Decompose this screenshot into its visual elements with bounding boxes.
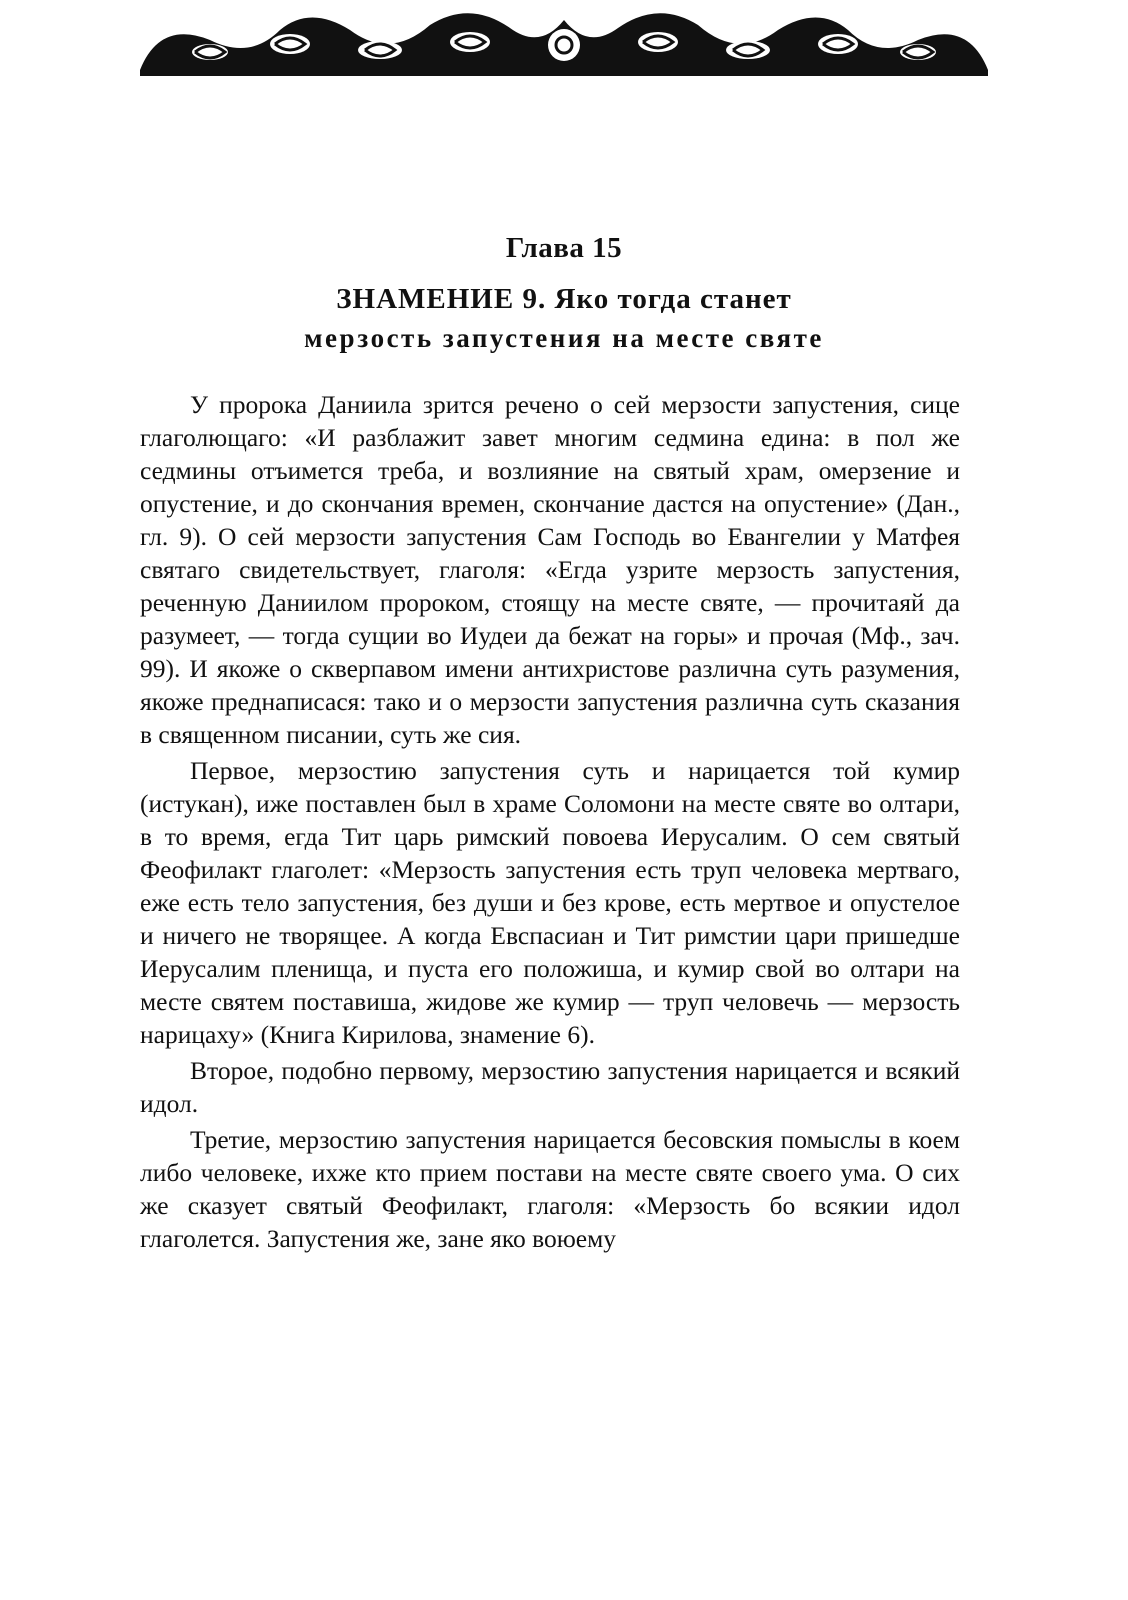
paragraph-4: Третие, мерзостию запустения нарицается бесовския помыслы в коем либо человеке, ихже кто прием постави на месте святе своего ума. О сих же сказует святый Феофилакт, глаголя: «Мерзость бо всякии идол глаголется. Запустения же, зане яко воюему xyxy=(140,1125,960,1253)
body-text xyxy=(140,388,960,1258)
section-title-line-1: ЗНАМЕНИЕ 9. Яко тогда станет xyxy=(336,283,792,315)
paragraph-2: Первое, мерзостию запустения суть и нарицается той кумир (истукан), иже поставлен был в храме Соломони на месте святе во олтари, в то время, егда Тит царь римский повоева Иерусалим. О сем святый Феофилакт глаголет: «Мерзость запустения есть труп человека мертваго, еже есть тело запустения, без души и без крове, есть мертвое и опустелое и ничего не творящее. А когда Евспасиан и Тит римстии цари пришедше Иерусалим пленища, и пуста его положиша, и кумир свой во олтари на месте святем поставиша, жидове же кумир — труп человечь — мерзость нарицаху» (Книга Кирилова, знамение 6). xyxy=(140,756,960,1049)
paragraph-1: У пророка Даниила зрится речено о сей мерзости запустения, сице глаголющаго: «И разблажит завет многим седмина едина: в пол же седмины отъимется треба, и возлияние на святый храм, омерзение и опустение, и до скончания времен, скончание дастся на опустение» (Дан., гл. 9). О сей мерзости запустения Сам Господь во Евангелии у Матфея святаго свидетельствует, глаголя: «Егда узрите мерзость запустения, реченную Даниилом пророком, стоящу на месте святе, — прочитаяй да разумеет, — тогда сущии во Иудеи да бежат на горы» и прочая (Мф., зач. 99). И якоже о скверпавом имени антихристове различна суть разумения, якоже преднаписася: тако и о мерзости запустения различна суть сказания в священном писании, суть же сия. xyxy=(140,390,960,749)
chapter-heading: Глава 15 xyxy=(505,232,623,264)
decorative-header-ornament xyxy=(140,0,988,78)
section-title-line-2: мерзость запустения на месте святе xyxy=(304,323,824,353)
paragraph-3: Второе, подобно первому, мерзостию запустения нарицается и всякий идол. xyxy=(140,1056,960,1118)
